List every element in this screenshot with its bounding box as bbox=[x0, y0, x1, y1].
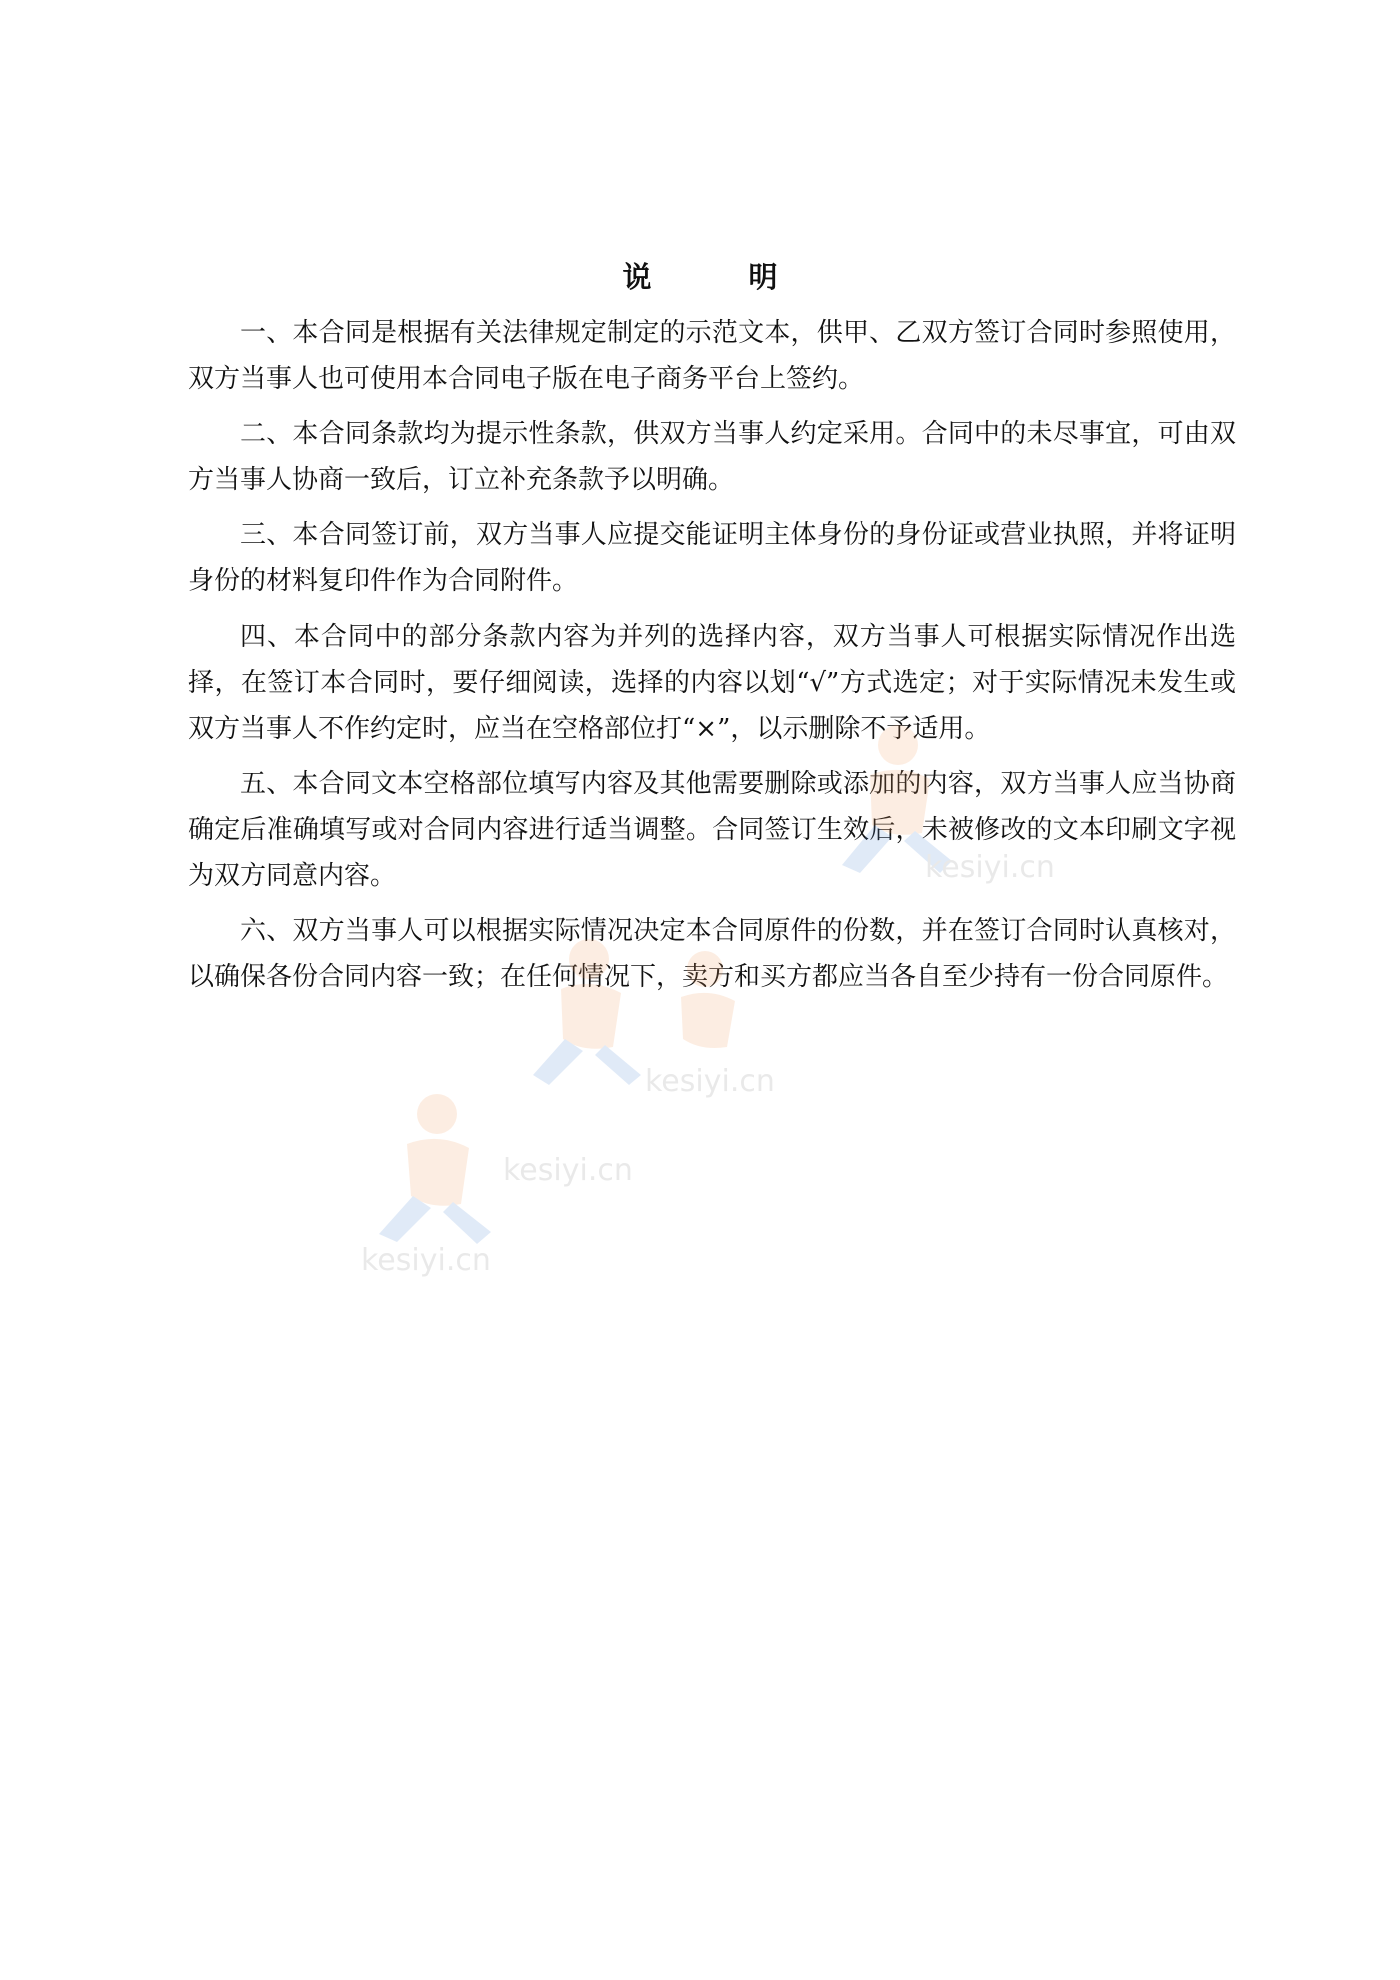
watermark-text: kesiyi.cn bbox=[925, 850, 1055, 885]
instruction-paragraph-3: 三、本合同签订前，双方当事人应提交能证明主体身份的身份证或营业执照，并将证明身份的材料复印件作为合同附件。 bbox=[188, 520, 1236, 597]
page-title: 说 明 bbox=[622, 260, 812, 294]
watermark-text: kesiyi.cn bbox=[361, 1243, 491, 1278]
watermark-legs bbox=[533, 1039, 641, 1085]
watermark-head bbox=[417, 1094, 457, 1134]
watermark-text: kesiyi.cn bbox=[503, 1153, 633, 1188]
instruction-paragraph-2: 二、本合同条款均为提示性条款，供双方当事人约定采用。合同中的未尽事宜，可由双方当事人协商一致后，订立补充条款予以明确。 bbox=[188, 419, 1236, 496]
instruction-paragraph-1: 一、本合同是根据有关法律规定制定的示范文本，供甲、乙双方签订合同时参照使用，双方当事人也可使用本合同电子版在电子商务平台上签约。 bbox=[188, 318, 1236, 394]
watermark-body bbox=[407, 1139, 469, 1206]
instructions-body bbox=[188, 310, 1236, 1009]
watermark-legs bbox=[379, 1196, 491, 1244]
instruction-paragraph-6: 六、双方当事人可以根据实际情况决定本合同原件的份数，并在签订合同时认真核对，以确保各份合同内容一致；在任何情况下，卖方和买方都应当各自至少持有一份合同原件。 bbox=[188, 915, 1236, 992]
instruction-paragraph-4: 四、本合同中的部分条款内容为并列的选择内容，双方当事人可根据实际情况作出选择，在签订本合同时，要仔细阅读，选择的内容以划“√”方式选定；对于实际情况未发生或双方当事人不作约定时，应当在空格部位打“×”，以示删除不予适用。 bbox=[188, 621, 1236, 744]
instruction-paragraph-5: 五、本合同文本空格部位填写内容及其他需要删除或添加的内容，双方当事人应当协商确定后准确填写或对合同内容进行适当调整。合同签订生效后，未被修改的文本印刷文字视为双方同意内容。 bbox=[188, 768, 1236, 891]
watermark-logo-3 bbox=[355, 1080, 655, 1280]
watermark-text: kesiyi.cn bbox=[645, 1064, 775, 1099]
